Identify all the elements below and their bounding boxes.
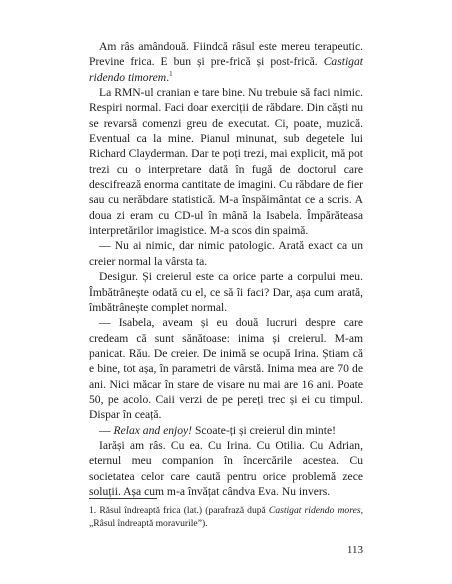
footnote-latin-title: Castigat ridendo mores [268,505,361,516]
paragraph-6-dialogue [89,423,363,438]
latin-quote: Castigat ridendo timorem [89,55,363,84]
paragraph-1-text: Am râs amândouă. Fiindcă râsul este mereu terapeutic. Previne frica. E bun și pre-frică și post-frică. [89,40,363,69]
paragraph-1 [89,39,363,85]
paragraph-5-dialogue: — Isabela, aveam și eu două lucruri despre care credeam că sunt sănătoase: inima și creierul. M-am panicat. Rău. De creier. De inimă se ocupă Irina. Știam că e bine, tot așa, în parametri de vârstă. Inima mea are 70 de ani. Nici măcar în stare de visare nu mai are 16 ani. Poate 50, pe acolo. Caii verzi de pe pereți trec și ei cu timpul. Dispar în ceață. [89,316,363,422]
paragraph-6-text: Scoate-ți și creierul din minte! [192,423,336,437]
paragraph-3-dialogue: — Nu ai nimic, dar nimic patologic. Arată exact ca un creier normal la vârsta ta. [89,239,363,268]
footnote-text: Răsul îndreaptă frica (lat.) (parafrază după [99,505,269,516]
paragraph-1-period: . [166,70,170,84]
paragraph-4: Desigur. Și creierul este ca orice parte a corpului meu. Îmbătrânește odată cu el, ce să îi faci? Dar, așa cum arată, îmbătrânește complet normal. [89,270,363,314]
footnote-divider [89,498,157,499]
footnote-text-end: , „Râsul îndreaptă moravurile”). [89,505,363,529]
paragraph-7: Iarăși am râs. Cu ea. Cu Irina. Cu Otilia. Cu Adrian, eternul meu companion în încercările acestea. Cu societatea celor care caută pentru orice problemă zece soluții. Așa cum m-a învățat cândva Eva. Nu invers. [89,438,363,498]
footnote-number: 1. [89,505,97,516]
body-text [89,39,363,499]
paragraph-6-dash: — [99,423,114,437]
page-number: 113 [346,544,363,556]
footnote [89,504,363,530]
paragraph-2: La RMN-ul cranian e tare bine. Nu trebuie să faci nimic. Respiri normal. Faci doar exerciții de răbdare. Din căști nu se revarsă comenzi greu de executat. Ci, poate, muzică. Eventual ca la mine. Pianul minunat, sub degetele lui Richard Clayderman. Dar te poți trezi, mai explicit, mă pot trezi cu o interpretare dată în fugă de doctorul care descifrează enorma cantitate de imagini. Cu răbdare de fier sau cu nerăbdare statistică. M-a înspăimântat ce a scris. A doua zi eram cu CD-ul în mână la Isabela. Împărăteasa interpretărilor imagistice. M-a scos din spaimă. [89,86,363,238]
footnote-marker[interactable]: 1 [169,69,173,78]
english-phrase: Relax and enjoy! [113,423,193,437]
